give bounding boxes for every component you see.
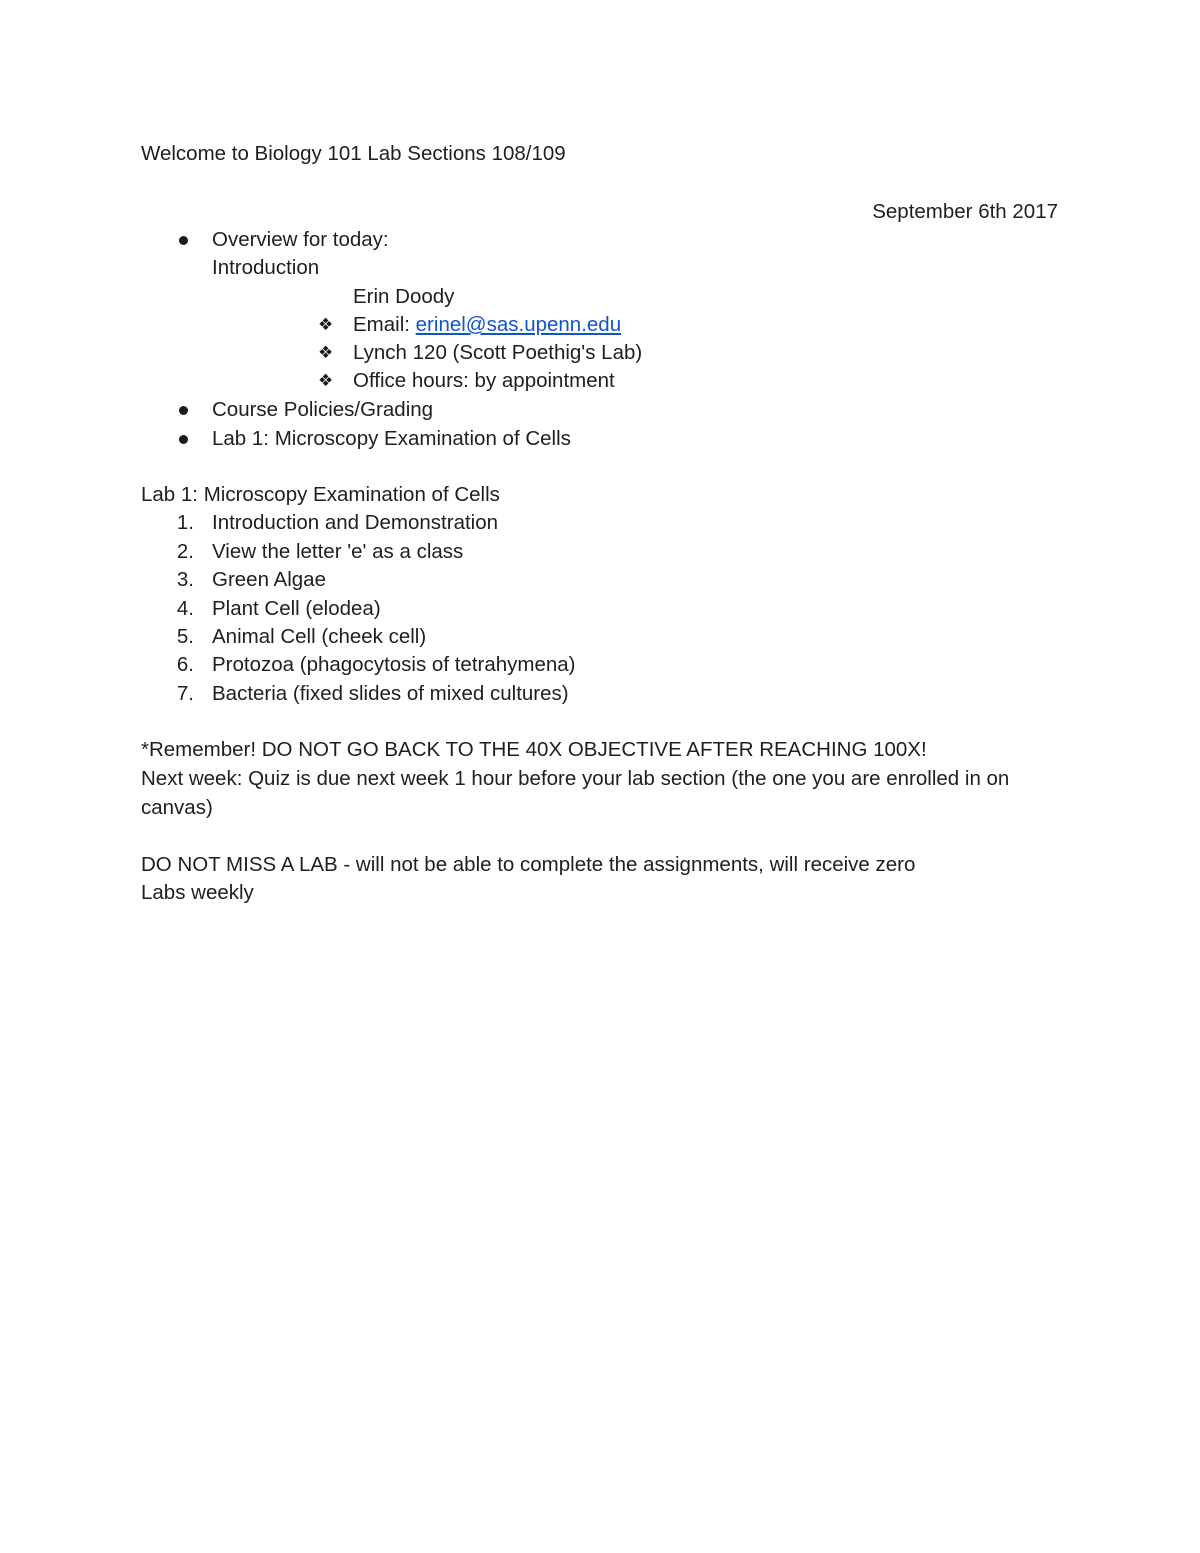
list-number: 6. [176,653,194,676]
list-number: 4. [176,597,194,620]
instructor-email-line [353,312,621,338]
document-date: September 6th 2017 [872,200,1058,223]
list-number: 3. [176,568,194,591]
overview-item-lab1: Lab 1: Microscopy Examination of Cells [212,427,571,450]
lab-step: Bacteria (fixed slides of mixed cultures) [212,682,569,705]
bullet-icon [179,435,188,444]
lab-step: Introduction and Demonstration [212,511,499,534]
bullet-icon [179,406,188,415]
list-number: 1. [176,511,194,534]
lab-step: Green Algae [212,568,326,591]
document-title: Welcome to Biology 101 Lab Sections 108/109 [141,142,566,165]
lab-step: Protozoa (phagocytosis of tetrahymena) [212,653,576,676]
lab-step: Plant Cell (elodea) [212,597,381,620]
miss-lab-warning: DO NOT MISS A LAB - will not be able to complete the assignments, will receive zero [141,853,916,876]
email-link[interactable]: erinel@sas.upenn.edu [415,313,622,336]
list-number: 5. [176,625,194,648]
instructor-office-hours: Office hours: by appointment [353,369,615,392]
diamond-bullet-icon: ❖ [318,343,334,363]
diamond-bullet-icon: ❖ [318,371,334,391]
lab-step: View the letter 'e' as a class [212,540,464,563]
overview-heading: Overview for today: [212,228,389,251]
labs-weekly-note: Labs weekly [141,881,254,904]
email-label: Email: [353,313,416,336]
list-number: 7. [176,682,194,705]
next-week-note-continued: canvas) [141,796,213,819]
next-week-note: Next week: Quiz is due next week 1 hour before your lab section (the one you are enrolled in on [141,767,1010,790]
instructor-office-location: Lynch 120 (Scott Poethig's Lab) [353,341,643,364]
lab-heading: Lab 1: Microscopy Examination of Cells [141,483,500,506]
instructor-name: Erin Doody [353,285,455,308]
bullet-icon [179,236,188,245]
lab-step: Animal Cell (cheek cell) [212,625,427,648]
list-number: 2. [176,540,194,563]
remember-note: *Remember! DO NOT GO BACK TO THE 40X OBJECTIVE AFTER REACHING 100X! [141,738,927,761]
diamond-bullet-icon: ❖ [318,315,334,335]
overview-item-policies: Course Policies/Grading [212,398,434,421]
overview-intro: Introduction [212,256,320,279]
